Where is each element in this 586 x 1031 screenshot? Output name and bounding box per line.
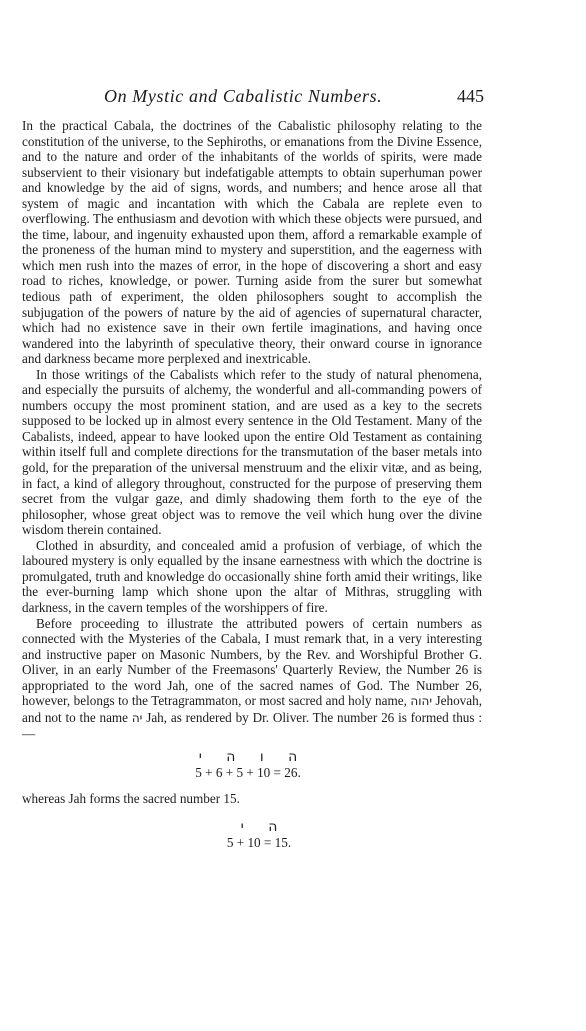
paragraph-3: Clothed in absurdity, and concealed amid a profusion of verbiage, of which the laboured mystery is only equalled by the insane earnestness with which the doctrine is promulgated, truth and knowledge do occasionally shine forth amid their writings, like the ever-burning lamp which shone upon the altar of Mithras, struggling with darkness, in the cavern temples of the worshippers of fire.	[22, 537, 482, 615]
equation-2-expression: 5 + 10 = 15.	[226, 835, 292, 851]
equation-1-hebrew: ה ו ה י	[198, 748, 298, 765]
paragraph-2: In those writings of the Cabalists which refer to the study of natural phenomena, and especially the pursuits of alchemy, the wonderful and all-commanding powers of numbers occupy the most prominent station, and are used as a key to the secrets supposed to be locked up in almost every sentence in the Old Testament. Many of the Cabalists, indeed, appear to have looked upon the entire Old Testament as containing within itself full and complete directions for the transmutation of the baser metals into gold, for the preparation of the universal menstruum and the elixir vitæ, and as being, in fact, a kind of allegory throughout, constructed for the purpose of preserving them secret from the vulgar gaze, and dimly shadowing them forth to the eye of the philosopher, whose great object was to remove the veil which hung over the divine wisdom therein contained.	[22, 366, 482, 538]
paragraph-4-text-c: Jah, as rendered by Dr. Oliver. The number 26 is formed thus :—	[22, 709, 482, 742]
equation-2-hebrew: ה י	[240, 819, 278, 836]
equation-jah	[36, 819, 482, 851]
page-header	[22, 86, 484, 110]
hebrew-jehovah: יהוה	[410, 694, 433, 709]
equation-jehovah	[14, 749, 482, 781]
text-between-equations: whereas Jah forms the sacred number 15.	[22, 790, 240, 806]
paragraph-4-text-a: Before proceeding to illustrate the attributed powers of certain numbers as connected with the Mysteries of the Cabala, I must remark that, in a very interesting and instructive paper on Masonic Numbers, by the Rev. and Worshipful Brother G. Oliver, in an early Number of the Freemasons' Quarterly Review, the Number 26 is appropriated to the word Jah, one of the sacred names of God. The Number 26, however, belongs to the Tetragrammaton, or most sacred and holy name,	[22, 615, 482, 709]
hebrew-jah: יה	[131, 710, 143, 725]
page-number: 445	[457, 86, 484, 106]
paragraph-1: In the practical Cabala, the doctrines of the Cabalistic philosophy relating to the constitution of the universe, to the Sephiroths, or emanations from the Divine Essence, and to the nature and order of the inhabitants of the worlds of spirits, were made subservient to their visionary but indefatigable attempts to obtain superhuman power and knowledge by the aid of signs, words, and numbers; and hence arose all that system of magic and incantation with which the Cabala are replete even to overflowing. The enthusiasm and devotion with which these objects were pursued, and the time, labour, and ingenuity exhausted upon them, afford a remarkable example of the proneness of the human mind to mystery and superstition, and the eagerness with which men rush into the mazes of error, in the hope of discovering a short and easy road to riches, knowledge, or power. Turning aside from the surer but somewhat tedious path of experiment, the olden philosophers sought to accomplish the subjugation of the powers of nature by the aid of agencies of supernatural character, which had no existence save in their own fertile imaginations, and having once wandered into the labyrinth of speculative theory, their onward course in ignorance and darkness became more perplexed and inextricable.	[22, 118, 482, 367]
equation-1-expression: 5 + 6 + 5 + 10 = 26.	[195, 764, 301, 780]
running-title: On Mystic and Cabalistic Numbers.	[104, 86, 383, 106]
paragraph-4	[22, 616, 482, 742]
paragraph-4-text-b: Jehovah, and not to the name	[22, 693, 482, 725]
body-text	[22, 118, 482, 851]
